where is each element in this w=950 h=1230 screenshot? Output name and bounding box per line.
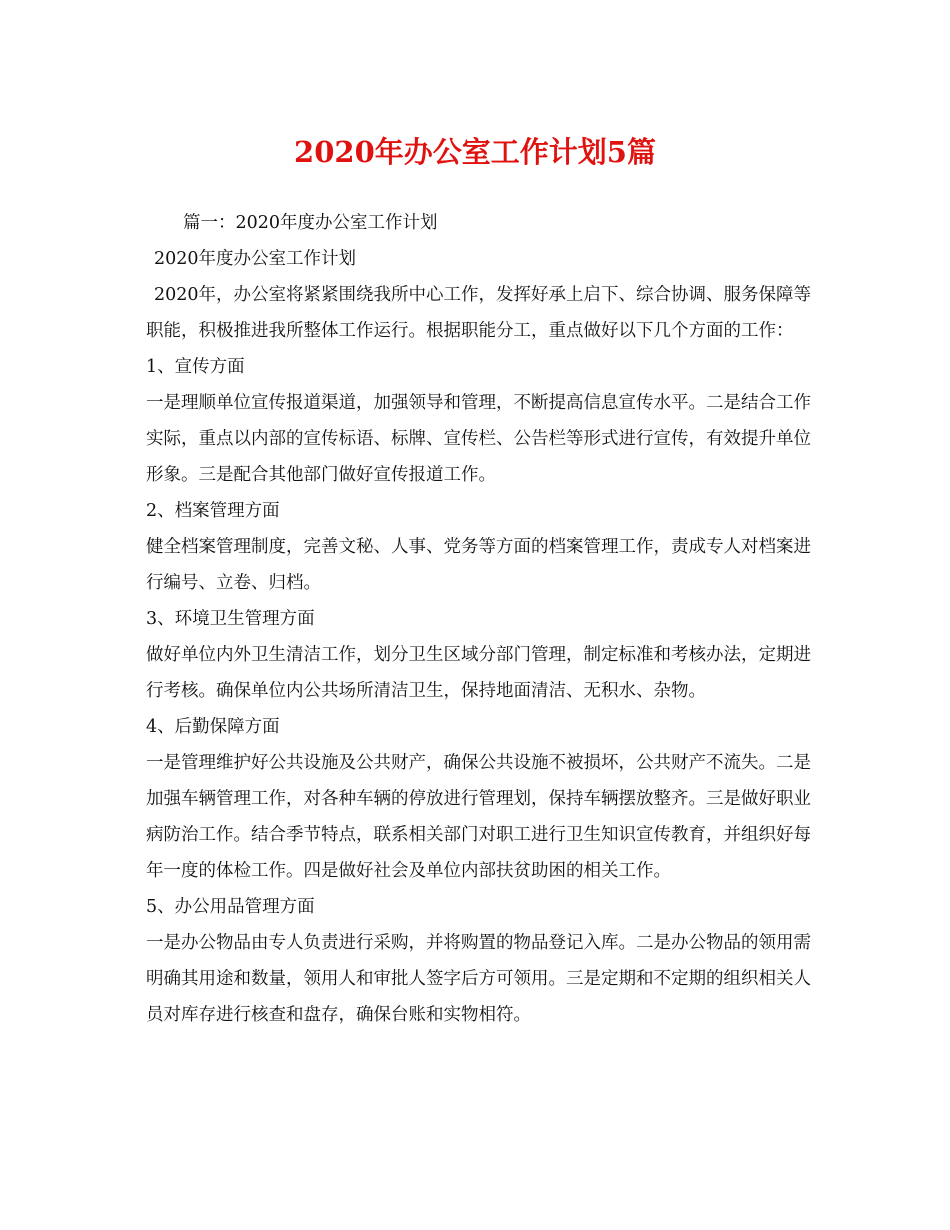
item-heading-sanitation: 3、环境卫生管理方面 — [146, 609, 315, 629]
item-text-logistics: 一是管理维护好公共设施及公共财产，确保公共设施不被损坏，公共财产不流失。二是加强车辆管理工作，对各种车辆的停放进行管理划，保持车辆摆放整齐。三是做好职业病防治工作。结合季节特点，联系相关部门对职工进行卫生知识宣传教育，并组织好每年一度的体检工作。四是做好社会及单位内部扶贫助困的相关工作。 — [146, 753, 811, 881]
document-title: 2020年办公室工作计划5篇 — [294, 135, 656, 169]
item-heading-archives: 2、档案管理方面 — [146, 501, 280, 521]
plan-title: 2020年度办公室工作计划 — [154, 249, 357, 269]
item-text-supplies: 一是办公物品由专人负责进行采购，并将购置的物品登记入库。二是办公物品的领用需明确其用途和数量，领用人和审批人签字后方可领用。三是定期和不定期的组织相关人员对库存进行核查和盘存，确保台账和实物相符。 — [146, 933, 811, 1025]
item-text-sanitation: 做好单位内外卫生清洁工作，划分卫生区域分部门管理，制定标准和考核办法，定期进行考核。确保单位内公共场所清洁卫生，保持地面清洁、无积水、杂物。 — [146, 645, 811, 701]
item-heading-logistics: 4、后勤保障方面 — [146, 717, 280, 737]
document-body — [146, 205, 816, 1033]
item-heading-publicity: 1、宣传方面 — [146, 357, 245, 377]
section-heading: 篇一：2020年度办公室工作计划 — [183, 213, 438, 233]
item-text-archives: 健全档案管理制度，完善文秘、人事、党务等方面的档案管理工作，责成专人对档案进行编号、立卷、归档。 — [146, 537, 811, 593]
item-heading-supplies: 5、办公用品管理方面 — [146, 897, 315, 917]
intro-paragraph: 2020年，办公室将紧紧围绕我所中心工作，发挥好承上启下、综合协调、服务保障等职能，积极推进我所整体工作运行。根据职能分工，重点做好以下几个方面的工作： — [146, 285, 812, 341]
item-text-publicity: 一是理顺单位宣传报道渠道，加强领导和管理，不断提高信息宣传水平。二是结合工作实际，重点以内部的宣传标语、标牌、宣传栏、公告栏等形式进行宣传，有效提升单位形象。三是配合其他部门做好宣传报道工作。 — [146, 393, 811, 485]
